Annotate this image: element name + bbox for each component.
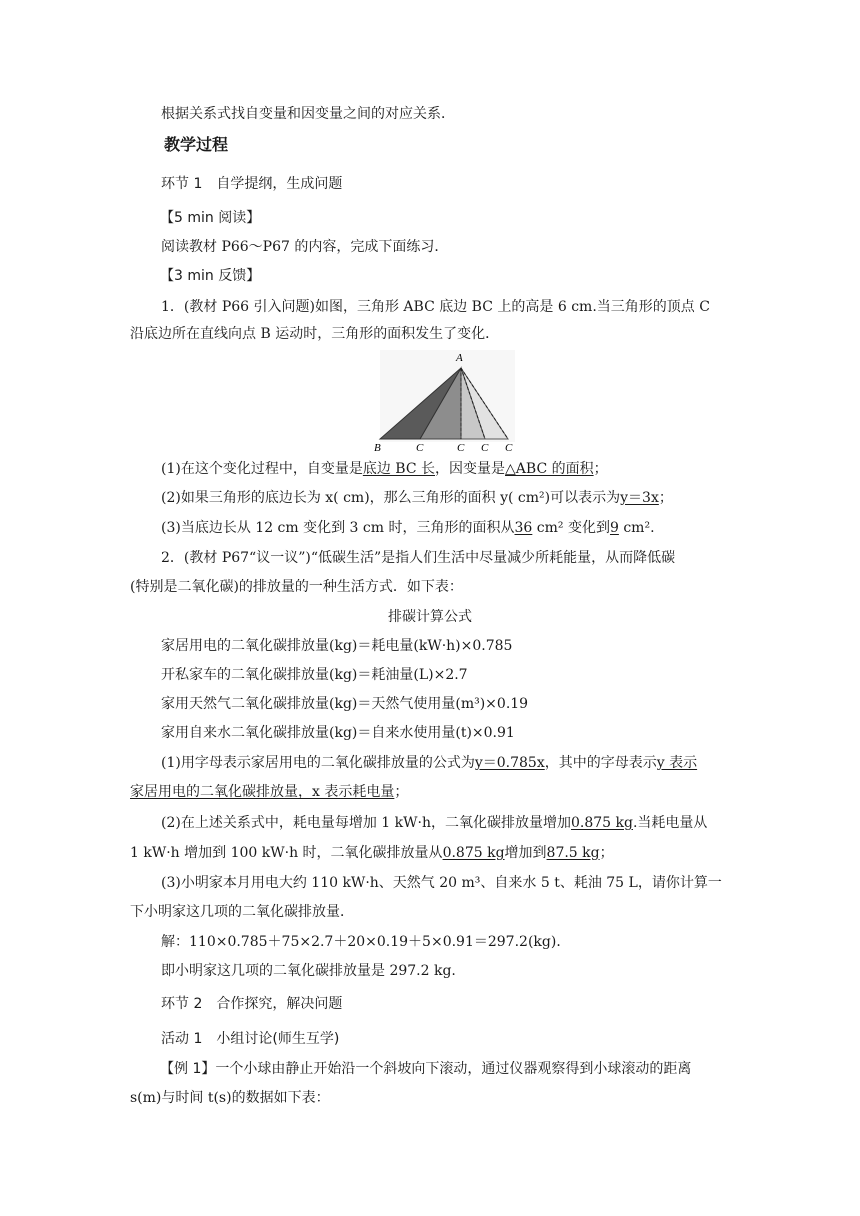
text: ； <box>394 784 409 800</box>
answer: 9 <box>609 520 619 536</box>
answer: 87.5 kg <box>546 845 600 861</box>
solution-line-2: 即小明家这几项的二氧化碳排放量是 297.2 kg. <box>161 963 456 979</box>
text: ，因变量是 <box>435 461 506 477</box>
answer: 底边 BC 长 <box>362 461 436 477</box>
answer: 0.875 kg <box>442 845 505 861</box>
text: 一个小球由静止开始沿一个斜坡向下滚动，通过仪器观察得到小球滚动的距离 <box>215 1061 692 1077</box>
text: (1)用字母表示家居用电的二氧化碳排放量的公式为 <box>161 755 475 771</box>
formula-electricity: 家居用电的二氧化碳排放量(kg)＝耗电量(kW·h)×0.785 <box>161 638 513 654</box>
answer: △ABC 的面积 <box>505 461 594 477</box>
text: 1 kW·h 增加到 100 kW·h 时，二氧化碳排放量从 <box>130 845 443 861</box>
question-1-part-3 <box>161 518 655 538</box>
text: .当耗电量从 <box>632 815 708 831</box>
text: ； <box>658 490 673 506</box>
text: ； <box>599 845 614 861</box>
question-2-part-2-cont <box>130 843 614 863</box>
line-intro: 根据关系式找自变量和因变量之间的对应关系． <box>161 106 455 122</box>
vertex-label-a: A <box>456 352 463 364</box>
question-2-part-1 <box>161 753 697 773</box>
formula-water: 家用自来水二氧化碳排放量(kg)＝自来水使用量(t)×0.91 <box>161 725 515 741</box>
question-2-part-2 <box>161 813 707 833</box>
question-1-line-1: 1．(教材 P66 引入问题)如图，三角形 ABC 底边 BC 上的高是 6 cm.当三角形的顶点 C <box>161 299 710 315</box>
vertex-label-c1: C <box>416 442 424 454</box>
text: cm². <box>618 520 655 536</box>
text: (3)当底边长从 12 cm 变化到 3 cm 时，三角形的面积从 <box>161 520 515 536</box>
heading-teaching-process: 教学过程 <box>164 135 229 154</box>
question-2-part-1-cont <box>130 782 408 802</box>
example-1-line-2: s(m)与时间 t(s)的数据如下表： <box>130 1090 330 1106</box>
reading-text: 阅读教材 P66～P67 的内容，完成下面练习． <box>161 239 449 255</box>
question-2-part-3-line-1: (3)小明家本月用电大约 110 kW·h、天然气 20 m³、自来水 5 t、耗油 75 L，请你计算一 <box>161 875 722 891</box>
question-1-part-2 <box>161 488 673 508</box>
text: 增加到 <box>504 845 547 861</box>
question-2-line-2: (特别是二氧化碳)的排放量的一种生活方式．如下表： <box>130 579 463 595</box>
text: ，其中的字母表示 <box>544 755 657 771</box>
section-1-title: 环节 1 自学提纲，生成问题 <box>161 176 343 192</box>
activity-1-title: 活动 1 小组讨论(师生互学) <box>161 1031 340 1047</box>
vertex-label-c2: C <box>457 442 465 454</box>
example-tag: 【例 1】 <box>160 1061 216 1077</box>
vertex-label-c4: C <box>505 442 513 454</box>
reading-tag: 【5 min 阅读】 <box>160 210 261 226</box>
text: cm² 变化到 <box>532 520 610 536</box>
question-2-part-3-line-2: 下小明家这几项的二氧化碳排放量． <box>130 904 354 920</box>
formula-car: 开私家车的二氧化碳排放量(kg)＝耗油量(L)×2.7 <box>161 667 468 683</box>
answer: 家居用电的二氧化碳排放量，x 表示耗电量 <box>130 784 395 800</box>
text: (1)在这个变化过程中，自变量是 <box>161 461 363 477</box>
text: (2)如果三角形的底边长为 x( cm)，那么三角形的面积 y( cm²)可以表示为 <box>161 490 621 506</box>
feedback-tag: 【3 min 反馈】 <box>160 268 261 284</box>
triangle-figure <box>370 350 520 455</box>
answer: 0.875 kg <box>570 815 633 831</box>
question-2-line-1: 2．(教材 P67“议一议”)“低碳生活”是指人们生活中尽量减少所耗能量，从而降低碳 <box>161 550 676 566</box>
formula-gas: 家用天然气二氧化碳排放量(kg)＝天然气使用量(m³)×0.19 <box>161 696 529 712</box>
vertex-label-c3: C <box>481 442 489 454</box>
vertex-label-b: B <box>374 442 381 454</box>
question-1-part-1 <box>161 459 608 479</box>
answer: y 表示 <box>656 755 698 771</box>
answer: y＝0.785x <box>474 755 545 771</box>
question-1-line-2: 沿底边所在直线向点 B 运动时，三角形的面积发生了变化． <box>130 326 500 342</box>
answer: 36 <box>514 520 533 536</box>
solution-line-1: 解：110×0.785＋75×2.7＋20×0.19＋5×0.91＝297.2(kg)． <box>161 934 571 950</box>
text: ； <box>593 461 608 477</box>
text: (2)在上述关系式中，耗电量每增加 1 kW·h，二氧化碳排放量增加 <box>161 815 571 831</box>
answer: y＝3x <box>620 490 659 506</box>
example-1-line-1 <box>160 1059 691 1079</box>
table-title: 排碳计算公式 <box>388 609 472 625</box>
section-2-title: 环节 2 合作探究，解决问题 <box>161 996 343 1012</box>
